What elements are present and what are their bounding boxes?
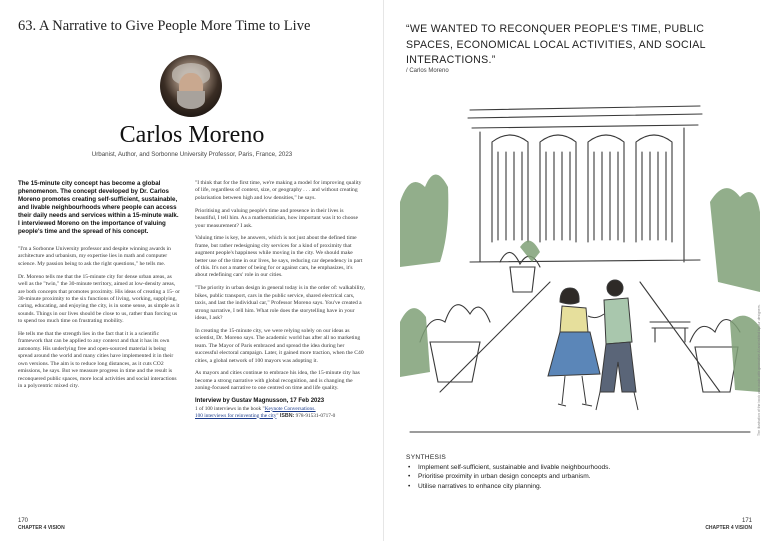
chapter-label: CHAPTER 4 VISION bbox=[705, 525, 752, 531]
body-paragraph: Prioritising and valuing people's time and presence in their lives is beautiful, I tell him. As a mathematician, how important was it to choose your measurement? I ask. bbox=[195, 207, 358, 229]
body-paragraph: He tells me that the strength lies in the fact that it is a scientific framework that can be applied to any context and that it has its own autonomy. His underlying free and open-sourced material is being spread around the world and many cities have implemented it in their own versions. The aim is to reduce long distances, as it cuts CO2 emissions, he says. But we measure progress in time and the result is reconquered public spaces, more local activities and social interactions in a polycentric mixed city. bbox=[18, 331, 177, 389]
page-folio-right bbox=[705, 518, 752, 532]
synthesis-list bbox=[406, 463, 746, 492]
text-column-2 bbox=[195, 180, 365, 420]
quote-attribution: / Carlos Moreno bbox=[406, 68, 449, 74]
body-paragraph: In creating the 15-minute city, we were relying solely on our ideas as scientist, Dr. Moreno says. The academic world has after all no marketing team. The Mayor of Paris embraced and spread the idea during her successful electoral campaign. Later, it gained more traction, when the C40 cities, a global network of 100 mayors was adopting it. bbox=[195, 327, 364, 364]
body-paragraph: "I'm a Sorbonne University professor and despite winning awards in architecture and urbanism, my expertise lies in math and computer science. My passion being to ask the right questions," he tells me. bbox=[18, 246, 171, 267]
book-link[interactable]: 100 interviews for reinventing the city bbox=[195, 412, 277, 419]
body-paragraph: As mayors and cities continue to embrace his idea, the 15-minute city has become a strong narrative with global recognition, and is changing the zoning-focused narrative to one centred on time and life quality. bbox=[195, 370, 360, 392]
chapter-label: CHAPTER 4 VISION bbox=[18, 525, 65, 531]
book-source: 1 of 100 interviews in the book "Keynote Conversations. 100 interviews for reinventing the city" ISBN: 978-91531-0717-0 bbox=[195, 405, 336, 419]
interviewee-name: Carlos Moreno bbox=[119, 122, 265, 148]
body-paragraph: "The priority in urban design in general today is in the order of: walkability, bikes, public transport, cars in the public service, shared electrical cars, taxis, and last the individual car," Professor Moreno says. You've created a strong narrative, I tell him. What role does the storytelling have in your ideas, I ask? bbox=[195, 285, 365, 321]
synthesis-item: • Implement self-sufficient, sustainable and livable neighbourhoods. bbox=[406, 463, 746, 473]
synthesis-item: • Prioritise proximity in urban design concepts and urbanism. bbox=[406, 472, 746, 482]
book-link[interactable]: Keynote Conversations. bbox=[264, 405, 316, 412]
synthesis-label: SYNTHESIS bbox=[406, 454, 447, 461]
page-number: 171 bbox=[741, 518, 752, 524]
interviewee-role: Urbanist, Author, and Sorbonne University Professor, Paris, France, 2023 bbox=[91, 151, 293, 158]
vertical-caption: The illustration of the book was made with generative AI and edited by our designers. bbox=[757, 304, 761, 436]
body-paragraph: Valuing time is key, he answers, which is not just about the defined time frame, but rather redesigning city services for a kind of proximity that augment people's happiness while moving in the city. We should make better use of the time in our lives, he says, reducing car dependency in part of this. It's not a matter of being for or against cars, he emphasizes, it's about redefining cars' role in our cities. bbox=[195, 235, 363, 279]
lead-paragraph: The 15-minute city concept has become a global phenomenon. The concept developed by Dr. Carlos Moreno promotes creating self-sufficient, sustainable, and livable neighbourhoods where people can access their daily needs and services within a 15-minute walk. I interviewed Moreno on the importance of valuing people's time and the spread of his concept. bbox=[18, 180, 179, 235]
body-paragraph: "I think that for the first time, we're making a model for improving quality of life, regardless of context, size, or geography . . . and without creating polarisation between high and low densities," he says. bbox=[195, 180, 362, 201]
interview-byline: Interview by Gustav Magnusson, 17 Feb 2023 bbox=[195, 398, 325, 405]
street-illustration bbox=[400, 92, 760, 452]
page-number: 170 bbox=[18, 518, 29, 524]
page-folio-left bbox=[18, 518, 65, 532]
text-column-1 bbox=[18, 180, 180, 396]
right-page bbox=[384, 0, 768, 541]
body-paragraph: Dr. Moreno tells me that the 15-minute city for dense urban areas, as well as the "twin," the 30-minute territory, aimed at low-density areas, are both concepts that promotes proximity. His ideas of creating a 15- or 30-minute proximity to the six functions of living, working, supplying, caring, educating, and enjoying the city, is in some sense, as simple as it sounds. Things in our lives should be close to us, rather than forcing us to spend too much time on frustrating mobility. bbox=[18, 273, 180, 325]
chapter-title: 63. A Narrative to Give People More Time to Live bbox=[18, 18, 311, 34]
portrait-photo bbox=[160, 55, 222, 117]
synthesis-item: • Utilise narratives to enhance city planning. bbox=[406, 482, 746, 492]
synthesis-box bbox=[406, 453, 746, 491]
pull-quote: “WE WANTED TO RECONQUER PEOPLE'S TIME, PUBLIC SPACES, ECONOMICAL LOCAL ACTIVITIES, AND SOCIAL INTERACTIONS.” bbox=[406, 23, 706, 66]
